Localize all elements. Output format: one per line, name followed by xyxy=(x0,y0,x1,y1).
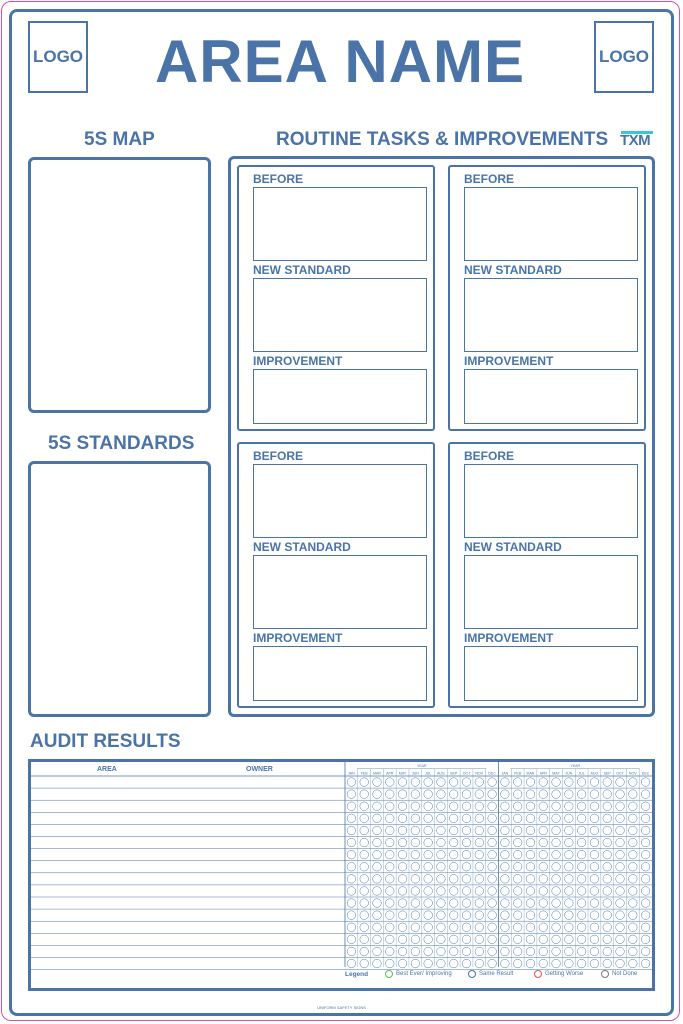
legend-label-best: Best Ever/ Improving xyxy=(396,971,452,977)
month-label: OCT xyxy=(616,771,624,776)
column-header-area: AREA xyxy=(97,766,117,773)
legend-item xyxy=(385,970,452,978)
legend-title: Legend xyxy=(345,971,369,978)
month-label: NOV xyxy=(628,771,637,776)
audit-results-table xyxy=(28,759,655,991)
before-label: BEFORE xyxy=(464,449,515,463)
month-label: JAN xyxy=(347,771,355,776)
improvement-label: IMPROVEMENT xyxy=(464,631,554,645)
new-standard-box[interactable] xyxy=(464,555,638,629)
month-label: NOV xyxy=(475,771,484,776)
new-standard-label: NEW STANDARD xyxy=(464,263,562,277)
column-header-owner: OWNER xyxy=(246,766,273,773)
standards-panel[interactable] xyxy=(28,461,211,717)
month-label: OCT xyxy=(462,771,471,776)
before-label: BEFORE xyxy=(464,172,515,186)
before-label: BEFORE xyxy=(253,449,304,463)
legend-label-notdone: Not Done xyxy=(612,971,638,977)
footer-brand: UNIFORM SAFETY SIGNS xyxy=(317,1005,366,1010)
month-label: AUG xyxy=(590,771,599,776)
month-label: MAY xyxy=(552,771,560,776)
legend-item xyxy=(468,970,513,978)
section-title-audit: AUDIT RESULTS xyxy=(30,731,181,752)
new-standard-box[interactable] xyxy=(253,278,427,352)
legend-dot-notdone xyxy=(601,970,609,978)
legend-label-worse: Getting Worse xyxy=(545,971,584,977)
month-label: DEC xyxy=(641,771,650,776)
legend-item xyxy=(534,970,583,978)
legend-item xyxy=(601,970,637,978)
section-title-standards: 5S STANDARDS xyxy=(48,433,195,454)
before-label: BEFORE xyxy=(253,172,304,186)
month-label: AUG xyxy=(437,771,445,776)
legend-dot-same xyxy=(468,970,476,978)
logo-left: LOGO xyxy=(28,21,88,93)
improvement-box[interactable] xyxy=(253,369,427,424)
logo-right: LOGO xyxy=(594,21,654,93)
section-title-map: 5S MAP xyxy=(84,129,155,150)
month-label: JUN xyxy=(565,771,573,776)
month-label: SEP xyxy=(603,771,611,776)
improvement-card xyxy=(237,442,435,708)
month-label: JUL xyxy=(424,771,432,776)
section-title-routine: ROUTINE TASKS & IMPROVEMENTS xyxy=(276,129,609,150)
improvement-box[interactable] xyxy=(464,646,638,701)
month-label: DEC xyxy=(488,771,496,776)
month-label: MAR xyxy=(526,771,535,776)
month-label: APR xyxy=(386,771,394,776)
year-label: YEAR xyxy=(416,764,427,768)
improvement-box[interactable] xyxy=(253,646,427,701)
new-standard-box[interactable] xyxy=(464,278,638,352)
improvement-card xyxy=(448,442,646,708)
before-box[interactable] xyxy=(253,187,427,261)
month-label: APR xyxy=(539,771,547,776)
new-standard-label: NEW STANDARD xyxy=(253,540,351,554)
month-label: FEB xyxy=(514,771,522,776)
month-label: JAN xyxy=(501,771,509,776)
legend-label-same: Same Result xyxy=(479,971,514,977)
new-standard-label: NEW STANDARD xyxy=(253,263,351,277)
before-box[interactable] xyxy=(464,464,638,538)
month-label: MAY xyxy=(398,771,407,776)
improvement-card xyxy=(237,165,435,431)
month-label: MAR xyxy=(372,771,381,776)
improvement-label: IMPROVEMENT xyxy=(253,354,343,368)
before-box[interactable] xyxy=(464,187,638,261)
month-label: FEB xyxy=(360,771,368,776)
legend-dot-best xyxy=(385,970,393,978)
brand-mark: TXM xyxy=(620,132,651,149)
improvement-label: IMPROVEMENT xyxy=(253,631,343,645)
year-label: YEAR xyxy=(570,764,581,768)
improvement-label: IMPROVEMENT xyxy=(464,354,554,368)
improvement-card xyxy=(448,165,646,431)
before-box[interactable] xyxy=(253,464,427,538)
new-standard-label: NEW STANDARD xyxy=(464,540,562,554)
month-label: JUL xyxy=(578,771,585,776)
improvement-box[interactable] xyxy=(464,369,638,424)
map-panel[interactable] xyxy=(28,157,211,413)
month-label: SEP xyxy=(450,771,458,776)
new-standard-box[interactable] xyxy=(253,555,427,629)
month-label: JUN xyxy=(411,771,419,776)
page-title: AREA NAME xyxy=(154,28,526,95)
legend-dot-worse xyxy=(534,970,542,978)
